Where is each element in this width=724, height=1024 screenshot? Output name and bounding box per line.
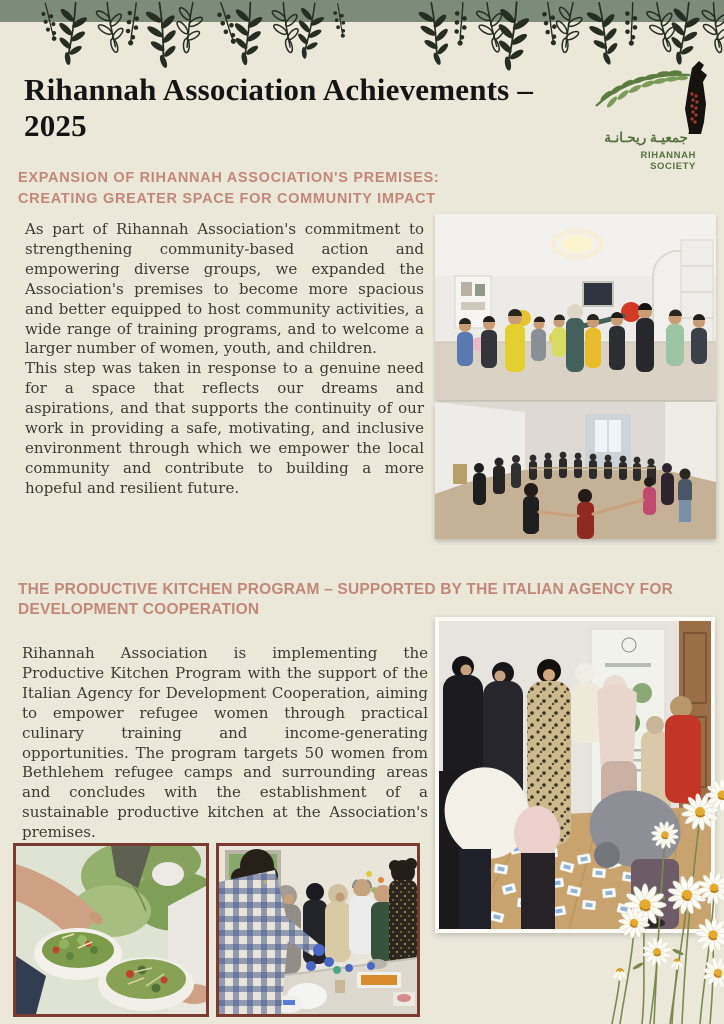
photo-salad-dishes [13, 843, 209, 1017]
photo-children-balloons [435, 214, 716, 400]
heading-line: DEVELOPMENT COOPERATION [18, 601, 260, 618]
logo-english-name: RIHANNAH SOCIETY [640, 150, 696, 172]
photo-kitchen-training [216, 843, 420, 1017]
section-body-expansion [25, 220, 424, 499]
heading-line: THE PRODUCTIVE KITCHEN PROGRAM – SUPPORTED BY THE ITALIAN AGENCY FOR [18, 581, 674, 598]
heading-line: CREATING GREATER SPACE FOR COMMUNITY IMPACT [18, 191, 436, 207]
daisy-flowers-decoration [554, 776, 724, 1024]
section-heading-kitchen-program [18, 580, 673, 620]
body-paragraph: As part of Rihannah Association's commitment to strengthening community-based action and empowering diverse groups, we expanded the Association's premises to become more spacious and better equipped to host community activities, a wide range of training programs, and to welcome a larger number of women, youth, and children. [25, 220, 424, 358]
heading-line: EXPANSION OF RIHANNAH ASSOCIATION'S PREMISES: [18, 170, 440, 186]
photo-circle-activity [435, 402, 716, 539]
logo-arabic-name: جمعيـة ريحـانـة [604, 130, 688, 145]
olive-branch-and-palestine-map-icon [592, 60, 720, 134]
page-title: Rihannah Association Achievements – 2025 [24, 72, 534, 143]
body-paragraph: This step was taken in response to a genuine need for a space that reflects our dreams and aspirations, and that supports the continuity of our work in providing a safe, motivating, and inclusive environment through which we empower the local community and contribute to building a more hopeful and resilient future. [25, 359, 424, 497]
section-body-kitchen-program [22, 644, 428, 843]
section-heading-expansion [18, 168, 439, 210]
rihannah-society-logo [592, 60, 720, 170]
body-paragraph: Rihannah Association is implementing the Productive Kitchen Program with the support of the Italian Agency for Development Cooperation, aiming to empower refugee women through practical culinary training and income-generating opportunities. The program targets 50 women from Bethlehem refugee camps and surrounding areas and concludes with the establishment of a sustainable productive kitchen at the Association's premises. [22, 644, 428, 842]
